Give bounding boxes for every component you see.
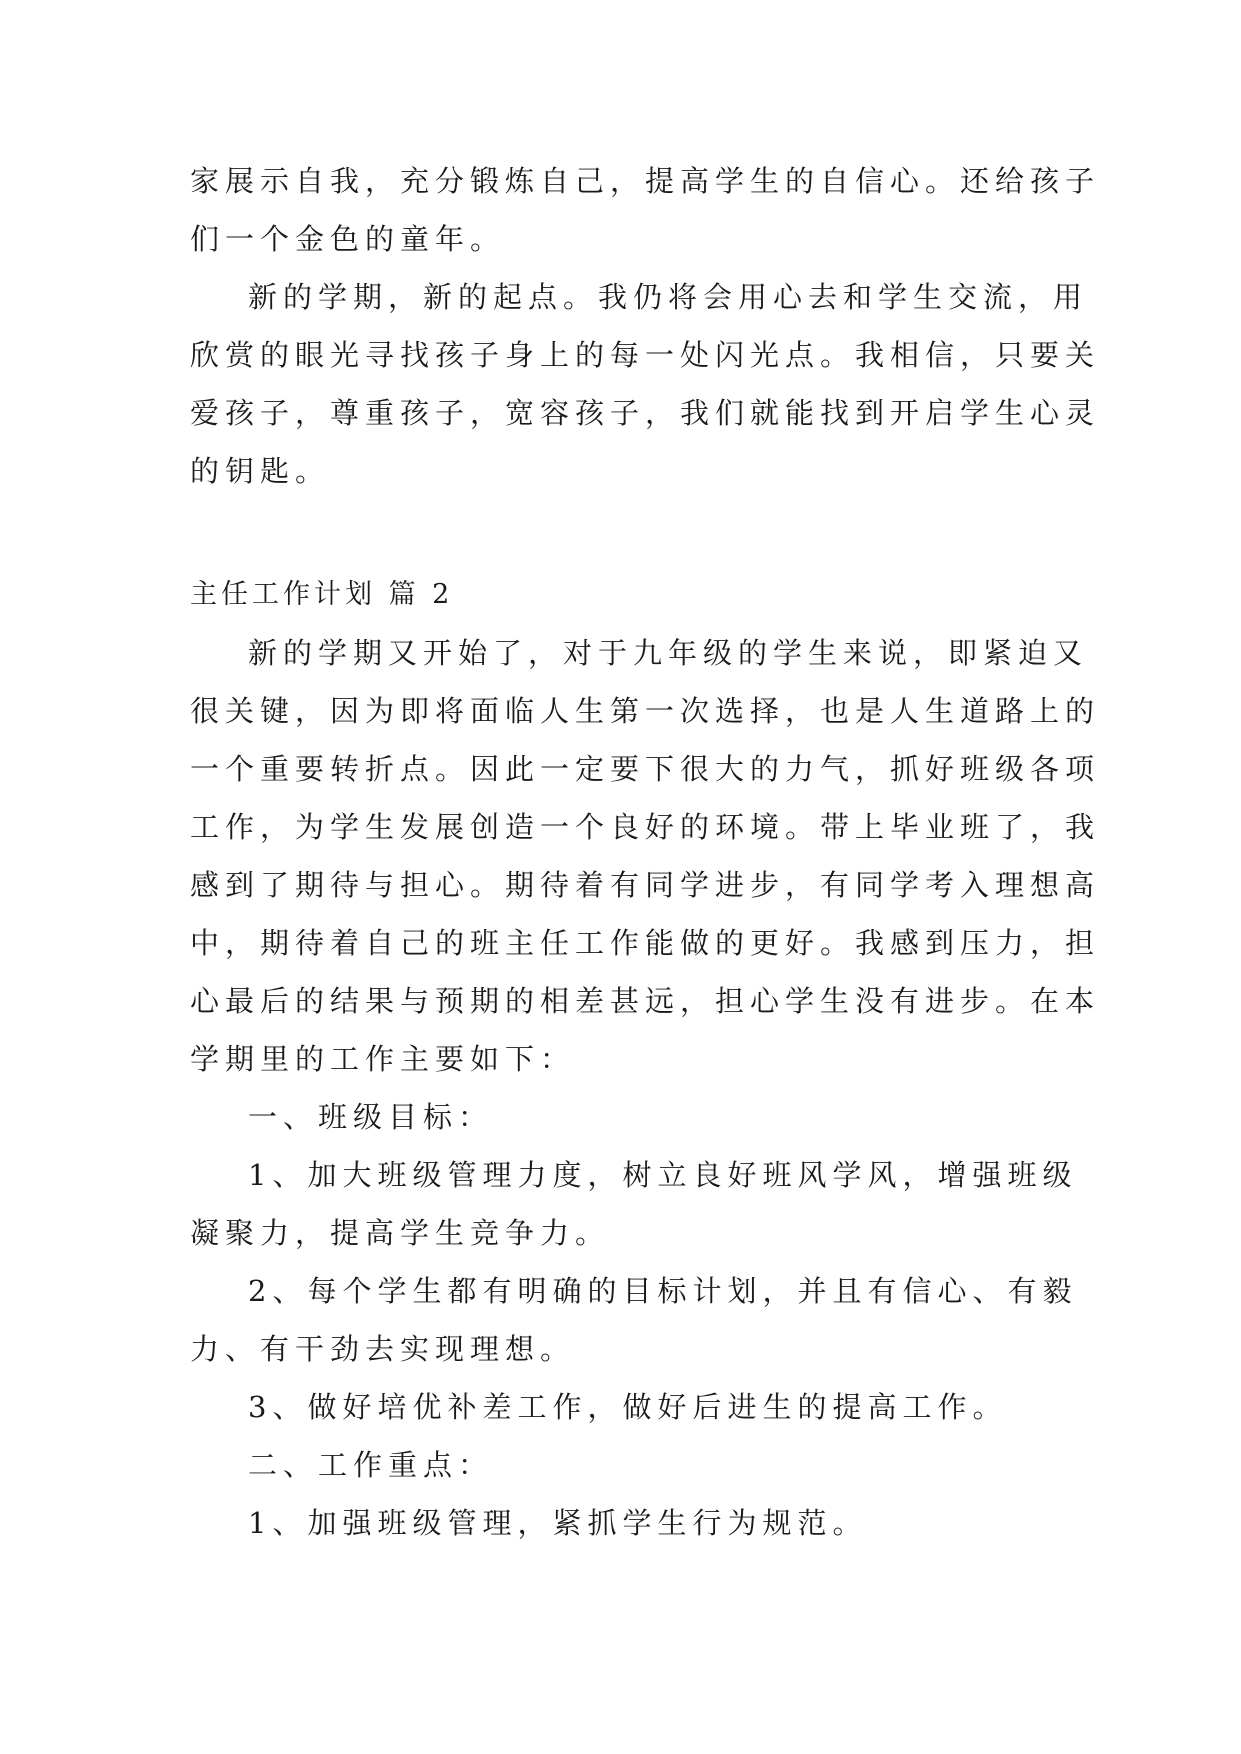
paragraph-section-2 (190, 624, 1101, 1552)
text-line: 学期里的工作主要如下： (190, 1042, 576, 1076)
text-line: 爱孩子，尊重孩子，宽容孩子，我们就能找到开启学生心灵 (190, 396, 1101, 430)
text-line: 欣赏的眼光寻找孩子身上的每一处闪光点。我相信，只要关 (190, 338, 1101, 372)
text-line: 二、工作重点： (248, 1448, 494, 1482)
paragraph-section-1 (190, 152, 1101, 500)
section-heading: 主任工作计划 篇 2 (190, 579, 454, 610)
text-line: 一、班级目标： (248, 1100, 494, 1134)
text-line: 3、做好培优补差工作，做好后进生的提高工作。 (248, 1390, 1008, 1424)
text-line: 一个重要转折点。因此一定要下很大的力气，抓好班级各项 (190, 752, 1101, 786)
text-line: 感到了期待与担心。期待着有同学进步，有同学考入理想高 (190, 868, 1101, 902)
text-line: 1、加大班级管理力度，树立良好班风学风，增强班级 (248, 1158, 1078, 1192)
text-line: 新的学期又开始了，对于九年级的学生来说，即紧迫又 (248, 636, 1089, 670)
text-line: 家展示自我，充分锻炼自己，提高学生的自信心。还给孩子 (190, 164, 1101, 198)
text-line: 很关键，因为即将面临人生第一次选择，也是人生道路上的 (190, 694, 1101, 728)
text-line: 力、有干劲去实现理想。 (190, 1332, 576, 1366)
text-line: 们一个金色的童年。 (190, 222, 506, 256)
text-line: 的钥匙。 (190, 454, 331, 488)
text-line: 新的学期，新的起点。我仍将会用心去和学生交流，用 (248, 280, 1089, 314)
text-line: 工作，为学生发展创造一个良好的环境。带上毕业班了，我 (190, 810, 1101, 844)
text-line: 心最后的结果与预期的相差甚远，担心学生没有进步。在本 (190, 984, 1101, 1018)
text-line: 中，期待着自己的班主任工作能做的更好。我感到压力，担 (190, 926, 1101, 960)
text-line: 凝聚力，提高学生竞争力。 (190, 1216, 611, 1250)
text-line: 2、每个学生都有明确的目标计划，并且有信心、有毅 (248, 1274, 1078, 1308)
text-line: 1、加强班级管理，紧抓学生行为规范。 (248, 1506, 868, 1540)
